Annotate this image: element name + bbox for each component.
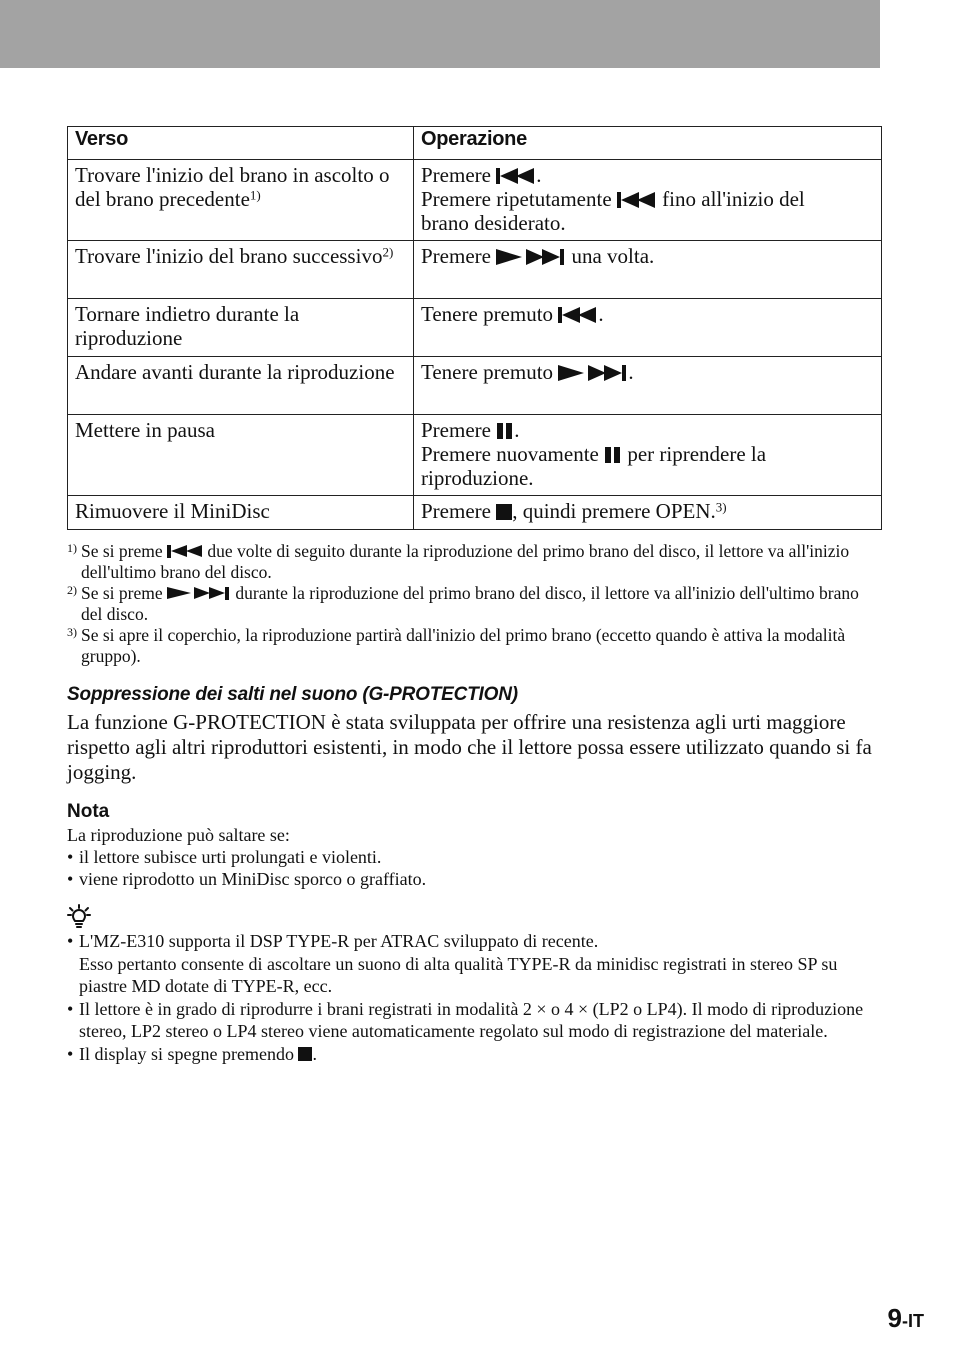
list-item: • il lettore subisce urti prolungati e violenti. bbox=[67, 847, 382, 867]
tips-block bbox=[67, 930, 881, 1065]
footnote-mark: 3) bbox=[67, 625, 77, 639]
lightbulb-icon bbox=[67, 904, 91, 930]
section-title: Soppressione dei salti nel suono (G-PROTECTION) bbox=[67, 684, 518, 705]
footnote-item: 3) Se si apre il coperchio, la riproduzione partirà dall'inizio del primo brano (eccetto quando è attiva la modalità gruppo). bbox=[67, 625, 846, 666]
play-next-icon bbox=[167, 587, 231, 600]
pause-icon bbox=[496, 423, 514, 439]
table-header-row bbox=[68, 127, 882, 160]
list-item: • viene riprodotto un MiniDisc sporco o graffiato. bbox=[67, 869, 427, 889]
section-body: La funzione G-PROTECTION è stata sviluppata per offrire una resistenza agli urti maggiore rispetto agli altri riproduttori esistenti, in modo che il lettore possa essere utilizzato quando si fa jogging. bbox=[67, 710, 872, 784]
table-row bbox=[68, 160, 882, 241]
direction-cell: Mettere in pausa bbox=[68, 415, 414, 496]
table-row bbox=[68, 299, 882, 357]
direction-cell: Rimuovere il MiniDisc bbox=[68, 496, 414, 530]
column-header-verso: Verso bbox=[68, 127, 414, 160]
footnote-ref: 2) bbox=[382, 244, 394, 260]
nota-intro: La riproduzione può saltare se: bbox=[67, 825, 290, 845]
play-next-icon bbox=[558, 365, 628, 381]
list-item: • L'MZ-E310 supporta il DSP TYPE-R per ATRAC sviluppato di recente. Esso pertanto consente di ascoltare un suono di alta qualità TYPE-R da minidisc registrati in stereo SP su piastre MD dotate di TYPE-R, ecc. bbox=[67, 931, 838, 996]
direction-cell: Tornare indietro durante la riproduzione bbox=[68, 299, 414, 357]
footnote-mark: 1) bbox=[67, 541, 77, 555]
direction-cell: Trovare l'inizio del brano successivo$^{2)}$ bbox=[68, 241, 414, 299]
operations-table bbox=[67, 126, 882, 530]
footnote-ref: 1) bbox=[249, 187, 261, 203]
operation-cell: Premere una volta. bbox=[414, 241, 882, 299]
list-item: • Il lettore è in grado di riprodurre i brani registrati in modalità 2 × o 4 × (LP2 o LP4). Il modo di riproduzione stereo, LP2 stereo o LP4 stereo viene automaticamente regolato sul modo di registrazione del materiale. bbox=[67, 998, 864, 1041]
column-header-operazione: Operazione bbox=[414, 127, 882, 160]
nota-block bbox=[67, 824, 881, 890]
footnotes bbox=[67, 541, 881, 667]
operation-cell: Premere . Premere nuovamente per riprendere la riproduzione. bbox=[414, 415, 882, 496]
prev-icon bbox=[167, 545, 203, 558]
operation-cell: Tenere premuto . bbox=[414, 299, 882, 357]
stop-icon bbox=[496, 504, 512, 520]
play-next-icon bbox=[496, 249, 566, 265]
operation-cell: Premere . Premere ripetutamente fino all'inizio del brano desiderato. bbox=[414, 160, 882, 241]
table-row bbox=[68, 357, 882, 415]
footnote-item: 1) Se si preme due volte di seguito durante la riproduzione del primo brano del disco, il lettore va all'inizio dell'ultimo brano del disco. bbox=[67, 541, 850, 582]
stop-icon bbox=[298, 1047, 312, 1061]
page-number: 9-IT bbox=[887, 1303, 924, 1333]
direction-cell: Trovare l'inizio del brano in ascolto o del brano precedente$^{1)}$ bbox=[68, 160, 414, 241]
table-row bbox=[68, 241, 882, 299]
pause-icon bbox=[604, 447, 622, 463]
operation-cell: Premere , quindi premere OPEN.$^{3)}$ bbox=[414, 496, 882, 530]
prev-icon bbox=[558, 307, 598, 323]
operation-cell: Tenere premuto . bbox=[414, 357, 882, 415]
table-row bbox=[68, 496, 882, 530]
footnote-item: 2) Se si preme durante la riproduzione del primo brano del disco, il lettore va all'inizio dell'ultimo brano del disco. bbox=[67, 583, 859, 624]
header-band bbox=[0, 0, 880, 68]
footnote-mark: 2) bbox=[67, 583, 77, 597]
prev-icon bbox=[617, 192, 657, 208]
prev-icon bbox=[496, 168, 536, 184]
table-row bbox=[68, 415, 882, 496]
nota-title: Nota bbox=[67, 801, 110, 822]
list-item: • Il display si spegne premendo . bbox=[67, 1043, 317, 1064]
direction-cell: Andare avanti durante la riproduzione bbox=[68, 357, 414, 415]
footnote-ref: 3) bbox=[715, 499, 727, 515]
